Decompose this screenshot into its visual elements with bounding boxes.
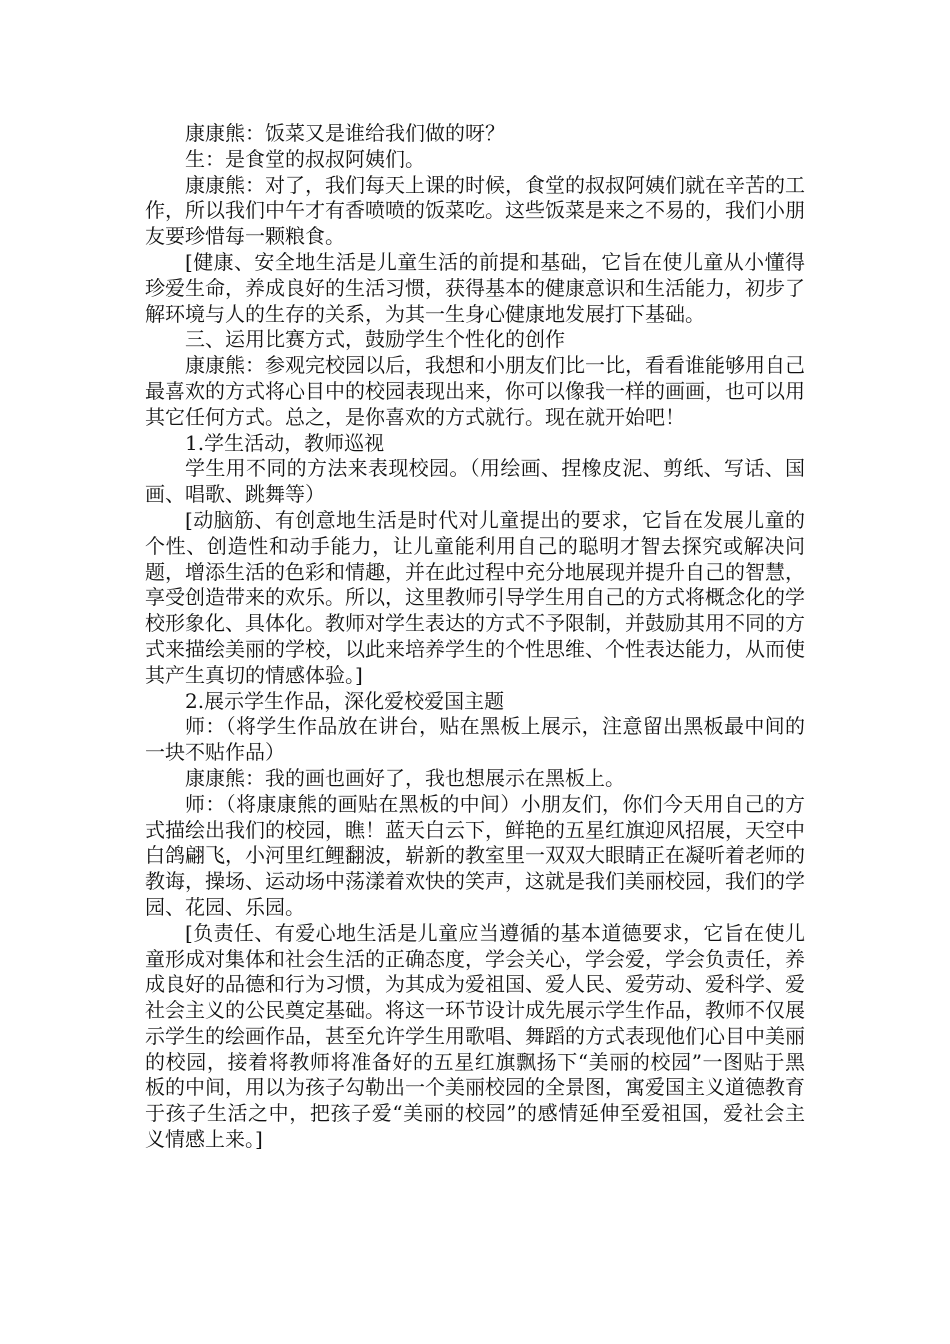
paragraph-commentary-health-safety: [健康、安全地生活是儿童生活的前提和基础，它旨在使儿童从小懂得珍爱生命，养成良好的生活习惯，获得基本的健康意识和生活能力，初步了解环境与人的生存的关系，为其一生身心健康地发展打下基础。 <box>145 249 805 326</box>
paragraph-student-answer: 生：是食堂的叔叔阿姨们。 <box>185 146 425 171</box>
paragraph-student-methods: 学生用不同的方法来表现校园。（用绘画、捏橡皮泥、剪纸、写话、国画、唱歌、跳舞等） <box>145 456 805 507</box>
section-heading-competition: 三、运用比赛方式，鼓励学生个性化的创作 <box>185 327 565 352</box>
paragraph-dialogue-kangkang-contest: 康康熊：参观完校园以后，我想和小朋友们比一比，看看谁能够用自己最喜欢的方式将心目中的校园表现出来，你可以像我一样的画画，也可以用其它任何方式。总之，是你喜欢的方式就行。现在就开始吧！ <box>145 353 805 429</box>
paragraph-dialogue-kangkang-question: 康康熊：饭菜又是谁给我们做的呀？ <box>185 121 505 145</box>
paragraph-commentary-responsibility: [负责任、有爱心地生活是儿童应当遵循的基本道德要求，它旨在使儿童形成对集体和社会生活的正确态度，学会关心，学会爱，学会负责任，养成良好的品德和行为习惯，为其成为爱祖国、爱人民、爱劳动、爱科学、爱社会主义的公民奠定基础。将这一环节设计成先展示学生作品，教师不仅展示学生的绘画作品，甚至允许学生用歌唱、舞蹈的方式表现他们心目中美丽的校园，接着将教师将准备好的五星红旗飘扬下“美丽的校园”一图贴于黑板的中间，用以为孩子勾勒出一个美丽校园的全景图，寓爱国主义道德教育于孩子生活之中，把孩子爱“美丽的校园”的感情延伸至爱祖国，爱社会主义情感上来。] <box>145 920 805 1152</box>
subheading-show-works: 2.展示学生作品，深化爱校爱国主题 <box>185 688 505 713</box>
paragraph-dialogue-kangkang-show: 康康熊：我的画也画好了，我也想展示在黑板上。 <box>185 765 625 790</box>
paragraph-teacher-campus: 师：（将康康熊的画贴在黑板的中间）小朋友们，你们今天用自己的方式描绘出我们的校园，瞧！蓝天白云下，鲜艳的五星红旗迎风招展，天空中白鸽翩飞，小河里红鲤翻波，崭新的教室里一双双大眼睛正在凝听着老师的教诲，操场、运动场中荡漾着欢快的笑声，这就是我们美丽校园，我们的学园、花园、乐园。 <box>145 791 805 919</box>
paragraph-teacher-display: 师：（将学生作品放在讲台，贴在黑板上展示，注意留出黑板最中间的一块不贴作品） <box>145 714 805 765</box>
paragraph-dialogue-kangkang-cherish-food: 康康熊：对了，我们每天上课的时候，食堂的叔叔阿姨们就在辛苦的工作，所以我们中午才有香喷喷的饭菜吃。这些饭菜是来之不易的，我们小朋友要珍惜每一颗粮食。 <box>145 172 805 249</box>
subheading-student-activity: 1.学生活动，教师巡视 <box>185 430 385 455</box>
paragraph-commentary-creativity: [动脑筋、有创意地生活是时代对儿童提出的要求，它旨在发展儿童的个性、创造性和动手能力，让儿童能利用自己的聪明才智去探究或解决问题，增添生活的色彩和情趣，并在此过程中充分地展现并提升自己的智慧，享受创造带来的欢乐。所以，这里教师引导学生用自己的方式将概念化的学校形象化、具体化。教师对学生表达的方式不予限制，并鼓励其用不同的方式来描绘美丽的学校，以此来培养学生的个性思维、个性表达能力，从而使其产生真切的情感体验。] <box>145 507 805 687</box>
document-body <box>145 121 805 1153</box>
